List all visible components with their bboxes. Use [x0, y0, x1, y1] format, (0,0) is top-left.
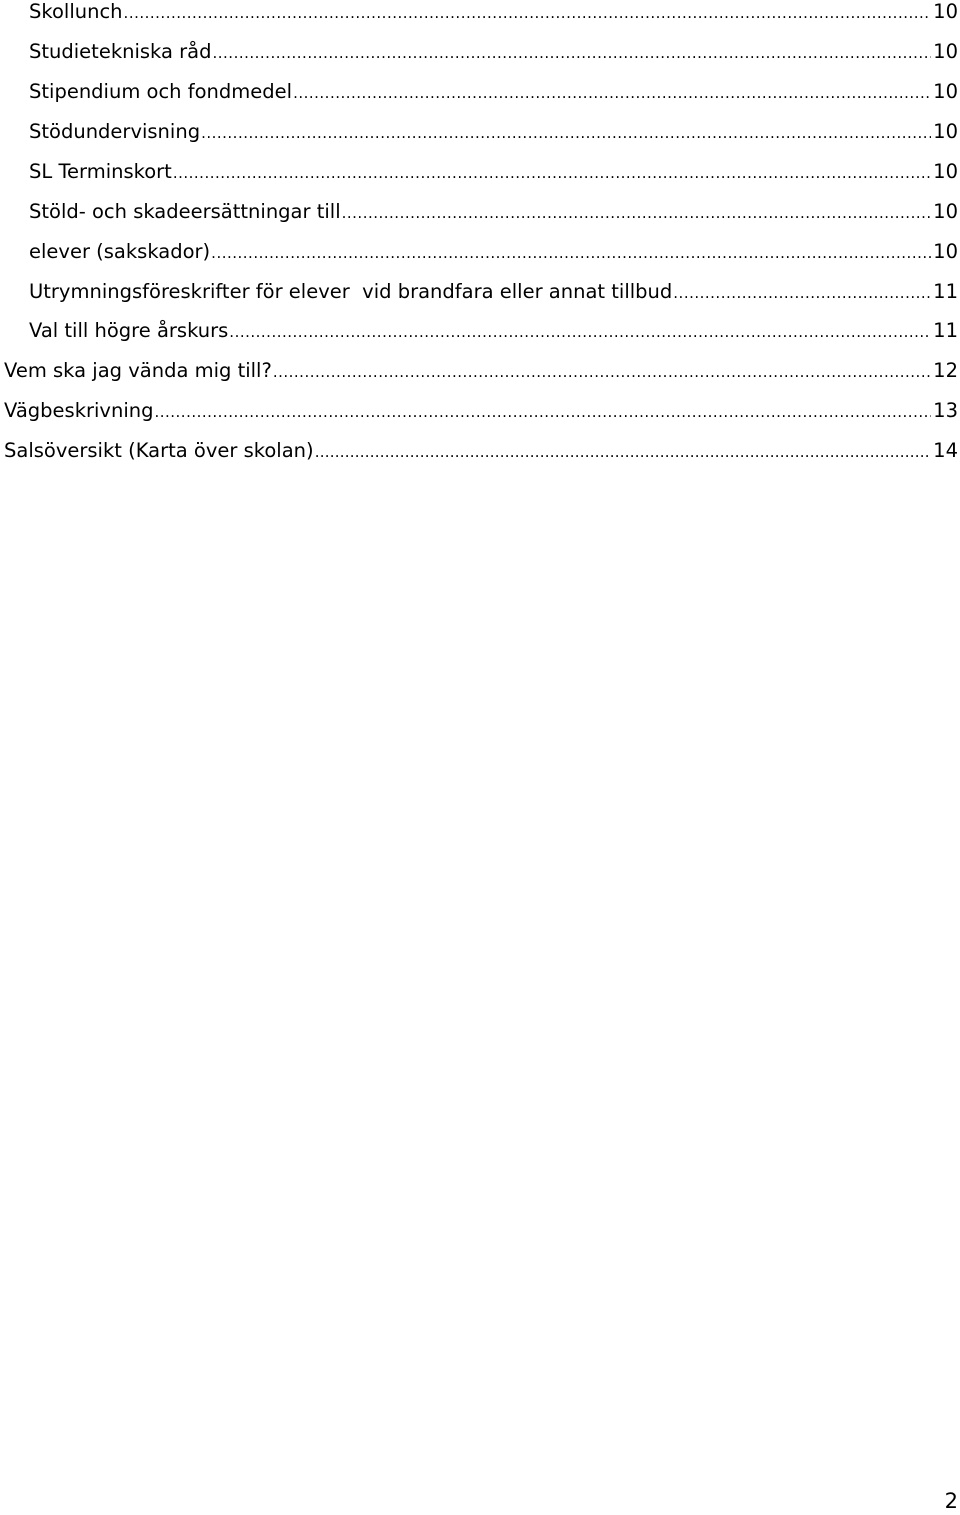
toc-entry-title: Stödundervisning: [29, 120, 201, 143]
toc-entry-page: 11: [933, 319, 958, 342]
toc-entry-title: Skollunch: [29, 0, 123, 23]
toc-entry-page: 10: [933, 240, 958, 263]
toc-entry-studietekniska-rad[interactable]: [29, 37, 958, 67]
toc-entry-page: 10: [933, 0, 958, 23]
toc-entry-page: 10: [933, 200, 958, 223]
toc-entry-title: Utrymningsföreskrifter för elever vid brandfara eller annat tillbud: [29, 280, 673, 303]
toc-entry-vem-ska-jag-vanda-mig-till[interactable]: [4, 356, 958, 386]
dot-leader: [229, 317, 931, 347]
dot-leader: [213, 38, 932, 68]
dot-leader: [673, 278, 931, 308]
toc-entry-stold-skadeersattningar[interactable]: [29, 197, 958, 227]
toc-entry-sl-terminskort[interactable]: [29, 157, 958, 187]
dot-leader: [342, 198, 932, 228]
toc-entry-page: 13: [933, 399, 958, 422]
toc-entry-page: 10: [933, 80, 958, 103]
toc-entry-skollunch[interactable]: [29, 0, 958, 27]
toc-entry-title: Stöld- och skadeersättningar till: [29, 200, 341, 223]
toc-entry-title: Salsöversikt (Karta över skolan): [4, 439, 314, 462]
toc-entry-utrymningsforeskrifter[interactable]: [29, 277, 958, 307]
toc-entry-title: Val till högre årskurs: [29, 319, 229, 342]
toc-entry-title: SL Terminskort: [29, 160, 172, 183]
dot-leader: [154, 397, 931, 427]
dot-leader: [173, 158, 931, 188]
dot-leader: [201, 118, 931, 148]
toc-entry-title: Stipendium och fondmedel: [29, 80, 293, 103]
toc-entry-page: 10: [933, 40, 958, 63]
page-number: 2: [944, 1489, 958, 1513]
dot-leader: [211, 238, 931, 268]
toc-entry-page: 12: [933, 359, 958, 382]
toc-entry-salsoversikt[interactable]: [4, 436, 958, 466]
dot-leader: [124, 0, 932, 28]
toc-entry-stodundervisning[interactable]: [29, 117, 958, 147]
toc-entry-title: Vägbeskrivning: [4, 399, 154, 422]
toc-entry-page: 11: [933, 280, 958, 303]
toc-entry-page: 10: [933, 120, 958, 143]
toc-entry-val-till-hogre-arskurs[interactable]: [29, 316, 958, 346]
dot-leader: [293, 78, 931, 108]
dot-leader: [273, 357, 931, 387]
toc-entry-stipendium[interactable]: [29, 77, 958, 107]
toc-entry-vagbeskrivning[interactable]: [4, 396, 958, 426]
dot-leader: [315, 437, 932, 467]
toc-entry-page: 10: [933, 160, 958, 183]
toc-entry-title: Vem ska jag vända mig till?: [4, 359, 272, 382]
toc-entry-title: Studietekniska råd: [29, 40, 212, 63]
toc-entry-page: 14: [933, 439, 958, 462]
toc-entry-elever-sakskador[interactable]: [29, 237, 958, 267]
toc-entry-title: elever (sakskador): [29, 240, 211, 263]
